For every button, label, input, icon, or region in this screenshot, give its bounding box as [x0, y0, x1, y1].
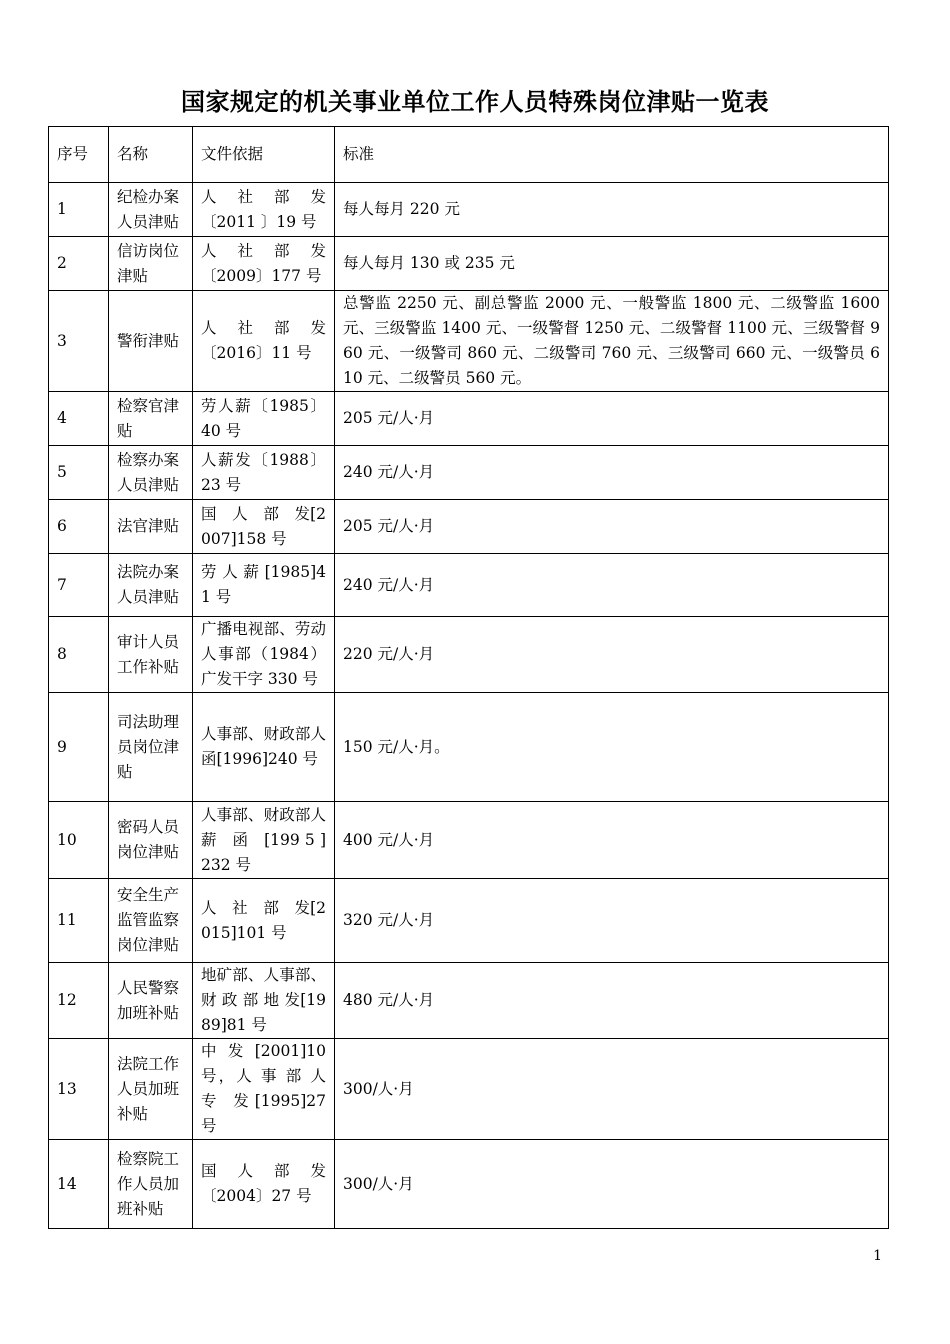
row-standard: 220 元/人·月 [335, 617, 889, 693]
page-title: 国家规定的机关事业单位工作人员特殊岗位津贴一览表 [181, 87, 769, 116]
table-row [49, 963, 889, 1039]
row-name: 检察院工作人员加班补贴 [109, 1140, 193, 1229]
row-name: 警衔津贴 [109, 291, 193, 392]
row-no: 6 [49, 500, 109, 554]
table-row [49, 554, 889, 617]
row-standard: 总警监 2250 元、副总警监 2000 元、一般警监 1800 元、二级警监 1600 元、三级警监 1400 元、一级警督 1250 元、二级警督 1100 元、三级警督 960 元、一级警司 860 元、二级警司 760 元、三级警司 660 元、一级警员 610 元、二级警员 560 元。 [335, 291, 889, 392]
row-name: 密码人员岗位津贴 [109, 802, 193, 879]
row-standard: 300/人·月 [335, 1039, 889, 1140]
table-row [49, 500, 889, 554]
row-standard: 240 元/人·月 [335, 554, 889, 617]
page-number: 1 [873, 1248, 882, 1264]
row-no: 14 [49, 1140, 109, 1229]
row-no: 2 [49, 237, 109, 291]
row-no: 12 [49, 963, 109, 1039]
allowance-table [48, 126, 889, 1229]
row-name: 安全生产监管监察岗位津贴 [109, 879, 193, 963]
row-doc: 劳 人 薪 [1985]41 号 [193, 554, 335, 617]
row-name: 法院工作人员加班补贴 [109, 1039, 193, 1140]
row-doc: 劳人薪〔1985〕40 号 [193, 392, 335, 446]
row-no: 4 [49, 392, 109, 446]
table-row [49, 617, 889, 693]
row-standard: 150 元/人·月。 [335, 693, 889, 802]
table-row [49, 802, 889, 879]
row-no: 1 [49, 183, 109, 237]
table-row [49, 237, 889, 291]
row-standard: 205 元/人·月 [335, 392, 889, 446]
row-name: 审计人员工作补贴 [109, 617, 193, 693]
table-row [49, 879, 889, 963]
row-name: 检察官津贴 [109, 392, 193, 446]
row-standard: 每人每月 130 或 235 元 [335, 237, 889, 291]
row-no: 9 [49, 693, 109, 802]
row-standard: 240 元/人·月 [335, 446, 889, 500]
row-doc: 人薪发〔1988〕23 号 [193, 446, 335, 500]
header-name: 名称 [109, 127, 193, 183]
table-row [49, 1039, 889, 1140]
row-doc: 人 社 部 发[2015]101 号 [193, 879, 335, 963]
row-standard: 400 元/人·月 [335, 802, 889, 879]
row-standard: 300/人·月 [335, 1140, 889, 1229]
row-doc: 广播电视部、劳动人事部（1984）广发干字 330 号 [193, 617, 335, 693]
row-doc: 地矿部、人事部、财 政 部 地 发[1989]81 号 [193, 963, 335, 1039]
table-row [49, 1140, 889, 1229]
row-doc: 人 社 部 发〔2011 〕19 号 [193, 183, 335, 237]
row-name: 纪检办案人员津贴 [109, 183, 193, 237]
row-doc: 国 人 部 发〔2004〕27 号 [193, 1140, 335, 1229]
row-no: 3 [49, 291, 109, 392]
row-no: 13 [49, 1039, 109, 1140]
table-row [49, 392, 889, 446]
row-standard: 320 元/人·月 [335, 879, 889, 963]
row-standard: 205 元/人·月 [335, 500, 889, 554]
row-name: 司法助理员岗位津贴 [109, 693, 193, 802]
header-standard: 标准 [335, 127, 889, 183]
table-row [49, 446, 889, 500]
header-doc: 文件依据 [193, 127, 335, 183]
row-no: 7 [49, 554, 109, 617]
row-doc: 中发[2001]10 号，人 事 部 人 专 发[1995]27 号 [193, 1039, 335, 1140]
row-no: 11 [49, 879, 109, 963]
row-doc: 人 社 部 发〔2009〕177 号 [193, 237, 335, 291]
row-doc: 人事部、财政部人 薪 函 [199 5 ]232 号 [193, 802, 335, 879]
row-standard: 每人每月 220 元 [335, 183, 889, 237]
row-doc: 人 社 部 发〔2016〕11 号 [193, 291, 335, 392]
row-no: 10 [49, 802, 109, 879]
table-header-row [49, 127, 889, 183]
row-name: 法官津贴 [109, 500, 193, 554]
row-name: 法院办案人员津贴 [109, 554, 193, 617]
row-name: 人民警察加班补贴 [109, 963, 193, 1039]
table-row [49, 693, 889, 802]
row-no: 5 [49, 446, 109, 500]
row-doc: 人事部、财政部人函[1996]240 号 [193, 693, 335, 802]
row-name: 检察办案人员津贴 [109, 446, 193, 500]
header-no: 序号 [49, 127, 109, 183]
row-no: 8 [49, 617, 109, 693]
row-standard: 480 元/人·月 [335, 963, 889, 1039]
row-name: 信访岗位津贴 [109, 237, 193, 291]
row-doc: 国 人 部 发[2007]158 号 [193, 500, 335, 554]
table-row [49, 291, 889, 392]
table-row [49, 183, 889, 237]
